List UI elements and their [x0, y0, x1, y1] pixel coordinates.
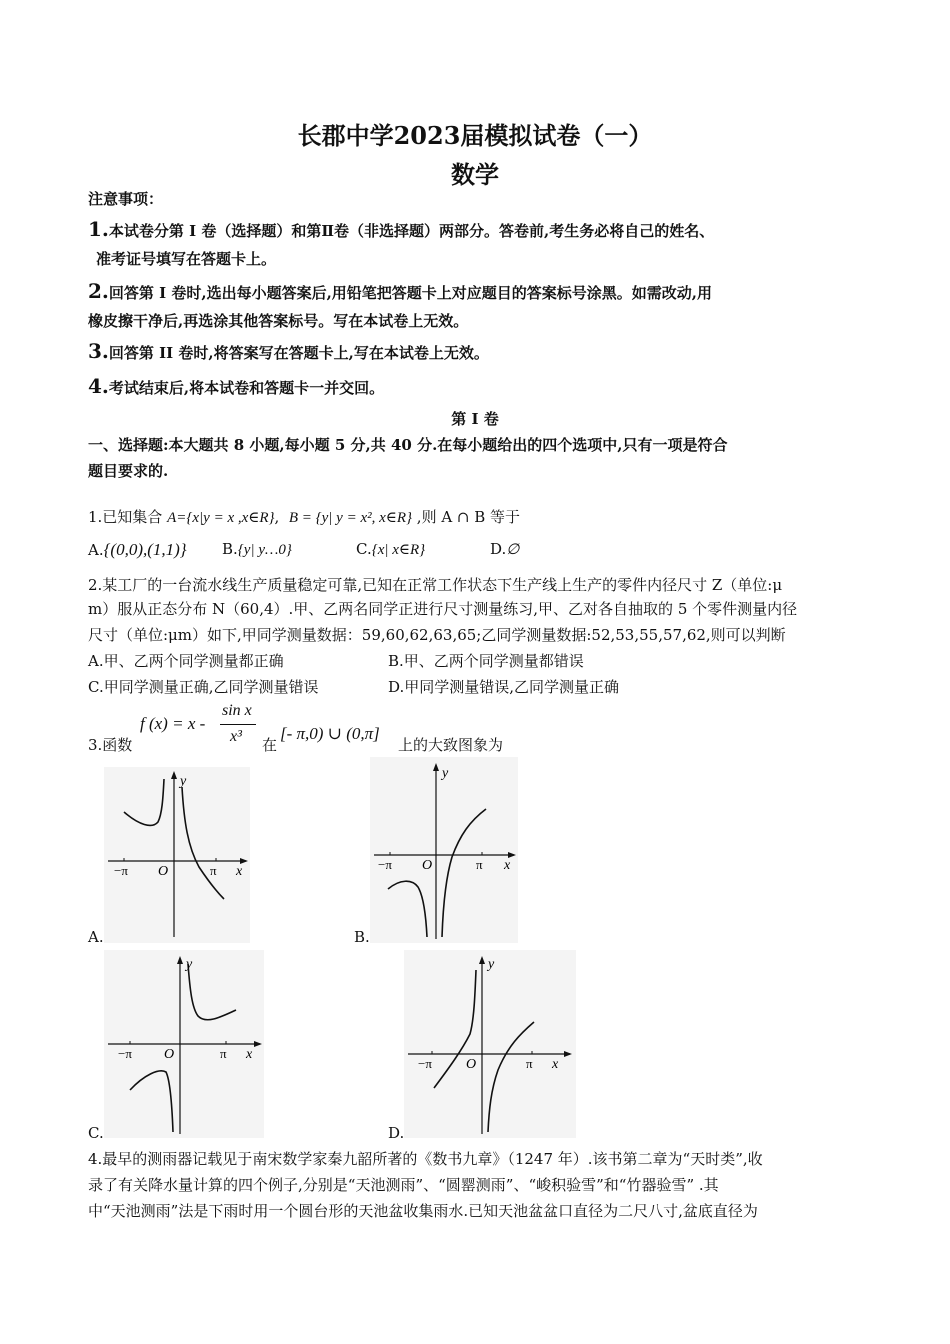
neg-pi-label: −π	[114, 863, 128, 878]
y-label: y	[186, 957, 193, 972]
graph-b	[370, 757, 518, 943]
section-intro: 一、选择题:本大题共 8 小题,每小题 5 分,共 40 分.在每小题给出的四个选项中,只有一项是符合	[88, 436, 728, 454]
notice-text: 回答第 I 卷时,选出每小题答案后,用铅笔把答题卡上对应题目的答案标号涂黑。如需改动,用	[108, 284, 713, 302]
q2-option-c: C.甲同学测量正确,乙同学测量错误	[88, 678, 319, 696]
x-axis-arrow	[564, 1051, 572, 1057]
exam-title: 长郡中学2023届模拟试卷（一）	[297, 121, 653, 150]
pi-label: π	[220, 1046, 227, 1061]
question-2-line-2: m）服从正态分布 N（60,4）.甲、乙两名同学正进行尺寸测量练习,甲、乙对各自抽取的 5 个零件测量内径	[88, 600, 798, 618]
notice-heading: 注意事项：	[88, 190, 164, 208]
pi-label: π	[476, 857, 483, 872]
notice-item-1	[88, 218, 878, 242]
curve-right	[442, 809, 486, 937]
y-axis-arrow	[171, 771, 177, 779]
y-axis-arrow	[177, 956, 183, 964]
x-label: x	[552, 1057, 559, 1072]
notice-number: 1.	[88, 217, 109, 241]
graph-b-label: B.	[354, 928, 370, 946]
curve-left	[388, 881, 427, 937]
pi-label: π	[210, 863, 217, 878]
neg-pi-label: −π	[118, 1046, 132, 1061]
q1-option-a: A.{(0,0),(1,1)}	[88, 540, 187, 559]
graph-a	[104, 767, 250, 943]
notice-text: 本试卷分第 I 卷（选择题）和第Ⅱ卷（非选择题）两部分。答卷前,考生务必将自己的姓名、	[108, 222, 715, 240]
function-expression: f (x) = x -	[140, 714, 206, 733]
curve-right	[182, 787, 224, 899]
origin-label: O	[466, 1057, 477, 1072]
y-label: y	[488, 957, 495, 972]
y-axis-arrow	[433, 763, 439, 771]
question-1: 1.已知集合 A={x|y = x ,x∈R}, B = {y| y = x², x∈R} ,则 A ∩ B 等于	[88, 508, 521, 526]
origin-label: O	[422, 858, 433, 873]
curve-right	[488, 1022, 534, 1132]
y-label: y	[442, 766, 449, 781]
fraction-numerator: sin x	[222, 702, 252, 719]
graph-a-label: A.	[88, 928, 104, 946]
fraction-denominator: x³	[230, 728, 242, 745]
q2-option-a: A.甲、乙两个同学测量都正确	[88, 652, 284, 670]
x-label: x	[504, 858, 511, 873]
y-label: y	[180, 774, 187, 789]
q1-option-b: B.{y| y…0}	[222, 540, 292, 558]
question-2-line-1: 2.某工厂的一台流水线生产质量稳定可靠,已知在正常工作状态下生产线上生产的零件内径尺寸 Z（单位:μ	[88, 576, 783, 594]
set-b: B = {y| y = x², x∈R}	[288, 510, 413, 526]
notice-item-2-cont: 橡皮擦干净后,再选涂其他答案标号。写在本试卷上无效。	[88, 312, 469, 330]
graph-c	[104, 950, 264, 1138]
section-label: 第 I 卷	[451, 410, 499, 428]
question-1-suffix: ,则 A ∩ B 等于	[416, 508, 521, 526]
notice-item-4	[88, 375, 878, 399]
notice-number: 3.	[88, 339, 109, 363]
x-label: x	[236, 864, 243, 879]
neg-pi-label: −π	[418, 1056, 432, 1071]
curve-right	[188, 964, 236, 1020]
q2-option-b: B.甲、乙两个同学测量都错误	[388, 652, 584, 670]
notice-item-1-cont: 准考证号填写在答题卡上。	[96, 250, 277, 268]
question-1-prefix: 1.已知集合	[88, 508, 168, 526]
origin-label: O	[158, 864, 169, 879]
fraction-bar	[220, 724, 256, 725]
graph-d-label: D.	[388, 1124, 405, 1142]
set-a: A={x|y = x ,x∈R}	[167, 510, 275, 526]
section-intro-cont: 题目要求的.	[88, 462, 169, 480]
exam-subject: 数学	[451, 160, 499, 189]
graph-c-label: C.	[88, 1124, 104, 1142]
question-3-mid: 在	[262, 736, 278, 754]
curve-left	[124, 779, 164, 825]
question-3-suffix: 上的大致图象为	[398, 736, 504, 754]
q1-option-c: C.{x| x∈R}	[356, 540, 426, 558]
notice-number: 4.	[88, 374, 109, 398]
x-label: x	[246, 1047, 253, 1062]
question-3-prefix: 3.函数	[88, 736, 133, 754]
y-axis-arrow	[479, 956, 485, 964]
notice-item-3	[88, 340, 878, 364]
notice-item-2	[88, 280, 878, 304]
notice-number: 2.	[88, 279, 109, 303]
q1-option-d: D.∅	[490, 540, 520, 558]
curve-left	[130, 1071, 173, 1132]
notice-text: 考试结束后,将本试卷和答题卡一并交回。	[108, 379, 385, 397]
neg-pi-label: −π	[378, 857, 392, 872]
domain-interval: [- π,0) ∪ (0,π]	[280, 724, 380, 743]
pi-label: π	[526, 1056, 533, 1071]
origin-label: O	[164, 1047, 175, 1062]
graph-d	[404, 950, 576, 1138]
question-4-line-2: 录了有关降水量计算的四个例子,分别是“天池测雨”、“圆罂测雨”、“峻积验雪”和“竹器验雪” .其	[88, 1176, 719, 1194]
question-4-line-1: 4.最早的测雨器记载见于南宋数学家秦九韶所著的《数书九章》（1247 年）.该书第二章为“天时类”,收	[88, 1150, 763, 1168]
x-axis-arrow	[254, 1041, 262, 1047]
notice-text: 回答第 II 卷时,将答案写在答题卡上,写在本试卷上无效。	[108, 344, 489, 362]
question-4-line-3: 中“天池测雨”法是下雨时用一个圆台形的天池盆收集雨水.已知天池盆盆口直径为二尺八寸,盆底直径为	[88, 1202, 758, 1220]
q2-option-d: D.甲同学测量错误,乙同学测量正确	[388, 678, 620, 696]
question-2-line-3: 尺寸（单位:μm）如下,甲同学测量数据：59,60,62,63,65;乙同学测量数据:52,53,55,57,62,则可以判断	[88, 626, 786, 644]
